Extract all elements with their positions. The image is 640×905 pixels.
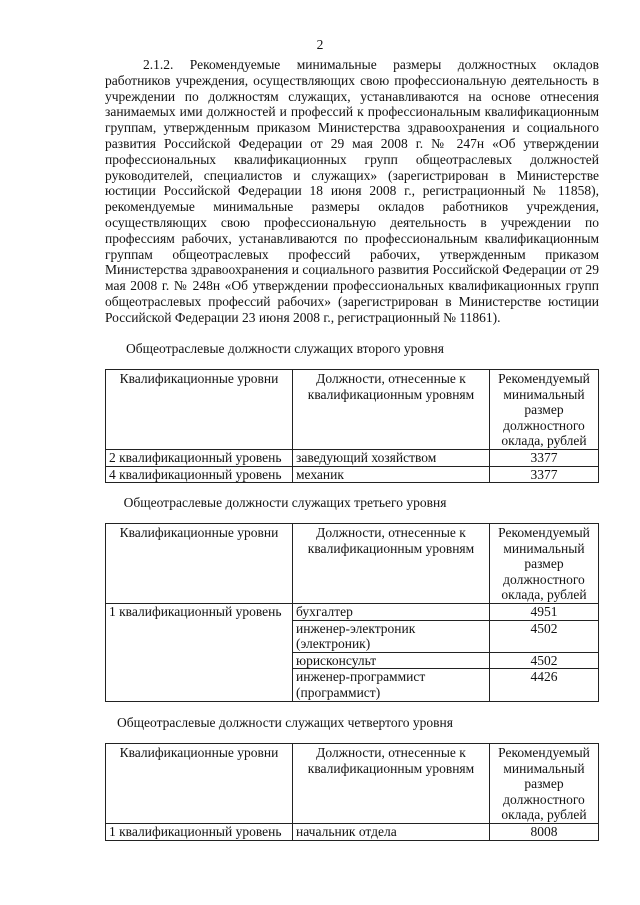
table-title-text: Общеотраслевые должности служащих второго уровня: [126, 341, 444, 356]
table-title-third-level: [0, 495, 640, 511]
table-row: [106, 466, 599, 483]
level-cell: 1 квалификационный уровень: [106, 604, 293, 621]
table-row: [106, 620, 599, 652]
table-title-second-level: [0, 341, 640, 357]
table-fourth-level: [105, 743, 599, 841]
level-cell: [106, 620, 293, 652]
salary-cell: 3377: [490, 466, 599, 483]
body-paragraph: 2.1.2. Рекомендуемые минимальные размеры должностных окладов работников учреждения, осуществляющих свою профессиональную деятельность в учреждении по должностям служащих, устанавливаются на основе отнесения занимаемых ими должностей и профессий к профессиональным квалификационным группам, утвержденным приказом Министерства здравоохранения и социального развития Российской Федерации от 29 мая 2008 г. № 247н «Об утверждении профессиональных квалификационных групп общеотраслевых должностей руководителей, специалистов и служащих» (зарегистрирован в Министерстве юстиции Российской Федерации 18 июня 2008 г., регистрационный № 11858), рекомендуемые минимальные размеры окладов работников учреждения, осуществляющих свою профессиональную деятельность в учреждении по профессиям рабочих, устанавливаются по профессиональным квалификационным группам общеотраслевых профессий рабочих, утвержденным приказом Министерства здравоохранения и социального развития Российской Федерации от 29 мая 2008 г. № 248н «Об утверждении профессиональных квалификационных групп общеотраслевых профессий рабочих» (зарегистрирован в Министерстве юстиции Российской Федерации 23 июня 2008 г., регистрационный № 11861).: [105, 57, 599, 325]
table-title-text: Общеотраслевые должности служащих четвертого уровня: [117, 715, 453, 730]
position-cell: инженер-электроник (электроник): [293, 620, 490, 652]
table-title-text: Общеотраслевые должности служащих третьего уровня: [123, 495, 447, 510]
table-second-level: [105, 369, 599, 483]
table-header-row: [106, 370, 599, 450]
level-cell: 1 квалификационный уровень: [106, 824, 293, 841]
table-third-level: [105, 523, 599, 702]
position-cell: юрисконсульт: [293, 652, 490, 669]
table-title-fourth-level: [0, 715, 640, 731]
header-positions: Должности, отнесенные к квалификационным уровням: [293, 524, 490, 604]
header-levels: Квалификационные уровни: [106, 524, 293, 604]
level-cell: 4 квалификационный уровень: [106, 466, 293, 483]
table-row: [106, 604, 599, 621]
table-header-row: [106, 524, 599, 604]
header-salary: Рекомендуемый минимальный размер должностного оклада, рублей: [490, 744, 599, 824]
position-cell: механик: [293, 466, 490, 483]
page-number: 2: [316, 37, 324, 52]
position-cell: инженер-программист (программист): [293, 669, 490, 701]
table-row: [106, 450, 599, 467]
table-row: [106, 669, 599, 701]
table-header-row: [106, 744, 599, 824]
header-positions: Должности, отнесенные к квалификационным уровням: [293, 744, 490, 824]
table-row: [106, 652, 599, 669]
header-levels: Квалификационные уровни: [106, 370, 293, 450]
salary-cell: 4426: [490, 669, 599, 701]
salary-cell: 3377: [490, 450, 599, 467]
header-levels: Квалификационные уровни: [106, 744, 293, 824]
level-cell: 2 квалификационный уровень: [106, 450, 293, 467]
header-salary: Рекомендуемый минимальный размер должностного оклада, рублей: [490, 370, 599, 450]
position-cell: бухгалтер: [293, 604, 490, 621]
position-cell: начальник отдела: [293, 824, 490, 841]
level-cell: [106, 669, 293, 701]
table-row: [106, 824, 599, 841]
salary-cell: 4502: [490, 652, 599, 669]
header-salary: Рекомендуемый минимальный размер должностного оклада, рублей: [490, 524, 599, 604]
salary-cell: 4951: [490, 604, 599, 621]
header-positions: Должности, отнесенные к квалификационным уровням: [293, 370, 490, 450]
salary-cell: 8008: [490, 824, 599, 841]
position-cell: заведующий хозяйством: [293, 450, 490, 467]
level-cell: [106, 652, 293, 669]
salary-cell: 4502: [490, 620, 599, 652]
